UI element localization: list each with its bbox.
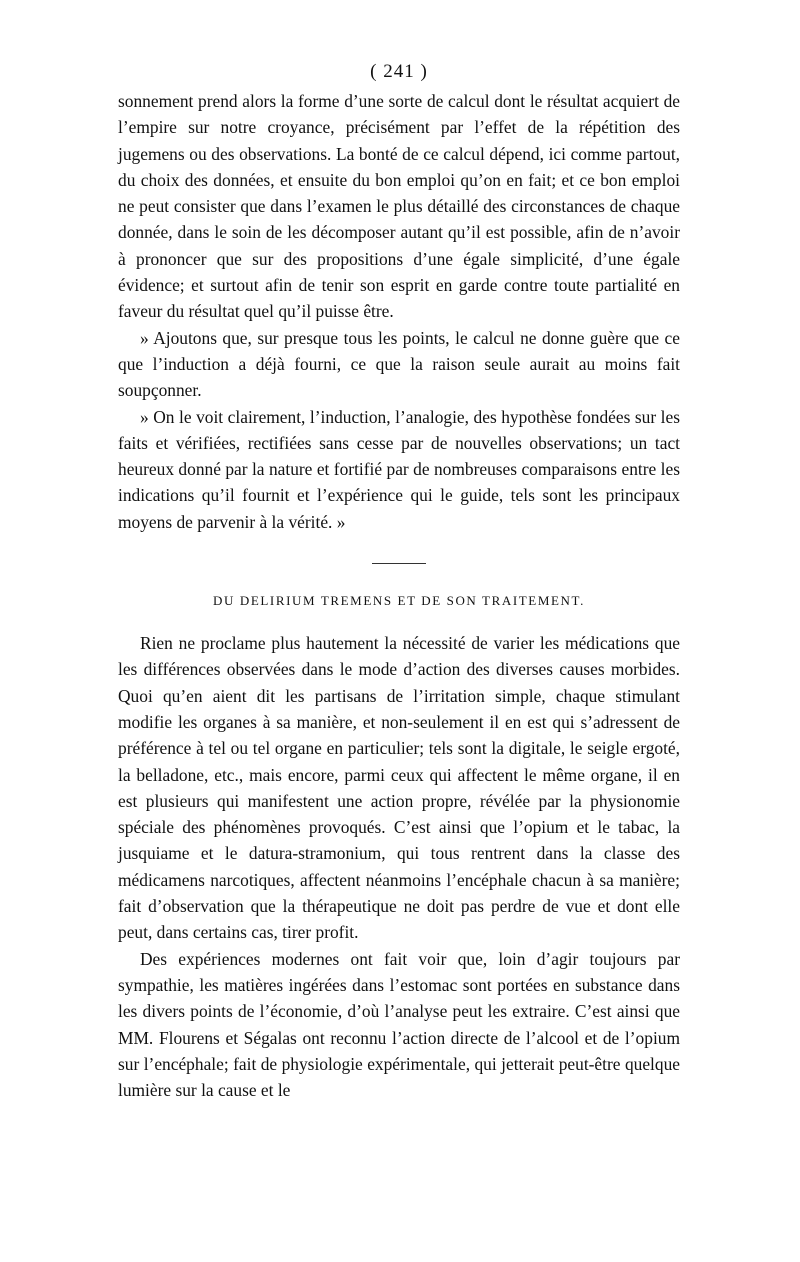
paragraph-quote-calcul: » Ajoutons que, sur presque tous les points, le calcul ne donne guère que ce que l’induction a déjà fourni, ce que la raison seule aurait au moins fait soupçonner.: [118, 327, 680, 401]
paragraph-quote-induction: » On le voit clairement, l’induction, l’analogie, des hypothèse fondées sur les faits et vérifiées, rectifiées sans cesse par de nouvelles observations; un tact heureux donné par la nature et fortifié par de nombreuses comparaisons entre les indications qu’il fournit et l’expérience qui le guide, tels sont les principaux moyens de parvenir à la vérité. »: [118, 406, 680, 532]
book-page: [118, 58, 680, 1103]
page-number: ( 241 ): [370, 61, 428, 82]
section-text-block: [118, 630, 680, 1103]
paragraph-continued: sonnement prend alors la forme d’une sorte de calcul dont le résultat acquiert de l’empire sur notre croyance, précisément par l’effet de la répétition des jugemens ou des observations. La bonté de ce calcul dépend, ici comme partout, du choix des données, et ensuite du bon emploi qu’on en fait; et ce bon emploi ne peut consister que dans l’examen le plus détaillé des circonstances de chaque donnée, dans le soin de les décomposer autant qu’il est possible, afin de n’avoir à prononcer que sur des propositions d’une égale simplicité, d’une égale évidence; et surtout afin de tenir son esprit en garde contre toute partialité en faveur du résultat quel qu’il puisse être.: [118, 91, 680, 322]
section-separator: [372, 563, 426, 564]
paragraph-medications: Rien ne proclame plus hautement la nécessité de varier les médications que les différences observées dans le mode d’action des diverses causes morbides. Quoi qu’en aient dit les partisans de l’irritation simple, chaque stimulant modifie les organes à sa manière, et non-seulement il en est qui s’adressent de préférence à tel ou tel organe en particulier; tels sont la digitale, le seigle ergoté, la belladone, etc., mais encore, parmi ceux qui affectent le même organe, il en est plusieurs qui manifestent une action propre, révélée par la physionomie spéciale des phénomènes provoqués. C’est ainsi que l’opium et le tabac, la jusquiame et le datura-stramonium, qui tous rentrent dans la classe des médicamens narcotiques, affectent néanmoins l’encéphale chacun à sa manière; fait d’observation que la thérapeutique ne doit pas perdre de vue et dont elle peut, dans certains cas, tirer profit.: [118, 633, 680, 943]
paragraph-experiences: Des expériences modernes ont fait voir que, loin d’agir toujours par sympathie, les matières ingérées dans l’estomac sont portées en substance dans les divers points de l’économie, d’où l’analyse peut les extraire. C’est ainsi que MM. Flourens et Ségalas ont reconnu l’action directe de l’alcool et de l’opium sur l’encéphale; fait de physiologie expérimentale, qui jetterait peut-être quelque lumière sur la cause et le: [118, 948, 680, 1101]
top-text-block: [118, 88, 680, 535]
section-title: DU DELIRIUM TREMENS ET DE SON TRAITEMENT.: [213, 593, 585, 609]
